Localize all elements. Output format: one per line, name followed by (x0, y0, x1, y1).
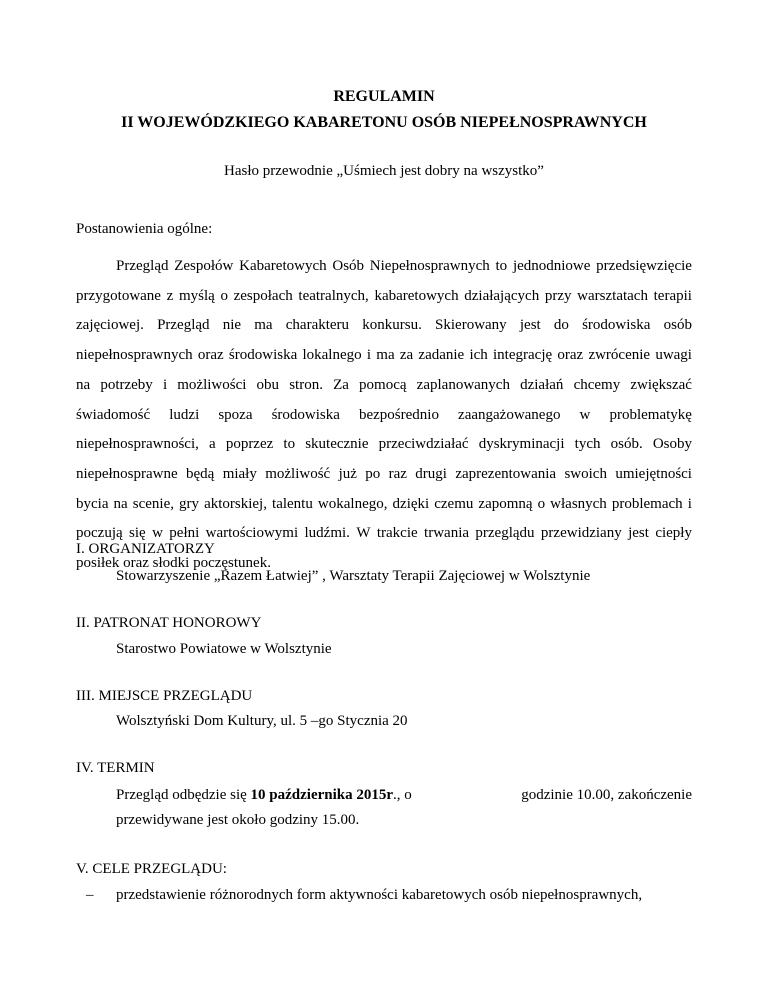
date-bold: 10 października 2015r (250, 787, 394, 803)
general-heading: Postanowienia ogólne: (76, 221, 213, 237)
document-title: REGULAMIN (333, 88, 435, 105)
date-post: ., o (393, 787, 412, 803)
section-heading-organizers: I. ORGANIZATORZY (76, 541, 215, 557)
section-heading-goals: V. CELE PRZEGLĄDU: (76, 861, 227, 877)
paragraph-line: na potrzeby i możliwości obu stron. Za pomocą zaplanowanych działań chcemy zwiększać (76, 377, 692, 393)
goal-item-1: przedstawienie różnorodnych form aktywności kabaretowych osób niepełnosprawnych, (116, 887, 643, 903)
paragraph-line: Przegląd Zespołów Kabaretowych Osób Niepełnosprawnych to jednodniowe przedsięwzięcie (116, 258, 692, 274)
document-subtitle: II WOJEWÓDZKIEGO KABARETONU OSÓB NIEPEŁNOSPRAWNYCH (121, 114, 647, 131)
date-line-1-left (116, 787, 412, 804)
section-text-patronage: Starostwo Powiatowe w Wolsztynie (116, 641, 332, 657)
section-text-venue: Wolsztyński Dom Kultury, ul. 5 –go Stycznia 20 (116, 713, 408, 729)
paragraph-line: zajęciowej. Przegląd nie ma charakteru konkursu. Skierowany jest do środowiska osób (76, 317, 692, 333)
date-line-1-right: godzinie 10.00, zakończenie (521, 787, 692, 803)
paragraph-line: bycia na scenie, gry aktorskiej, talentu wokalnego, dzięki czemu zapomną o własnych problemach i (76, 496, 692, 512)
date-pre: Przegląd odbędzie się (116, 787, 247, 803)
paragraph-line: przygotowane z myślą o zespołach teatralnych, kabaretowych działających przy warsztatach terapii (76, 288, 692, 304)
date-line-2: przewidywane jest około godziny 15.00. (116, 812, 360, 828)
paragraph-line: niepełnosprawności, a poprzez to skutecznie przeciwdziałać dyskryminacji tych osób. Osoby (76, 436, 692, 452)
motto: Hasło przewodnie „Uśmiech jest dobry na wszystko” (224, 163, 544, 179)
paragraph-line: świadomość ludzi spoza środowiska bezpośrednio zaangażowanego w problematykę (76, 407, 692, 423)
bullet-dash: – (86, 887, 94, 903)
paragraph-line: posiłek oraz słodki poczęstunek. (76, 555, 271, 571)
paragraph-line: poczują się w pełni wartościowymi ludźmi. W trakcie trwania przeglądu przewidziany jest ciepły (76, 525, 692, 541)
section-heading-date: IV. TERMIN (76, 760, 155, 776)
paragraph-line: niepełnosprawnych oraz środowiska lokalnego i ma za zadanie ich integrację oraz zwrócenie uwagi (76, 347, 692, 363)
section-text-organizers: Stowarzyszenie „Razem Łatwiej” , Warsztaty Terapii Zajęciowej w Wolsztynie (116, 568, 591, 584)
section-heading-venue: III. MIEJSCE PRZEGLĄDU (76, 688, 253, 704)
paragraph-line: niepełnosprawne będą miały możliwość już po raz drugi zaprezentowania swoich umiejętności (76, 466, 692, 482)
section-heading-patronage: II. PATRONAT HONOROWY (76, 615, 262, 631)
